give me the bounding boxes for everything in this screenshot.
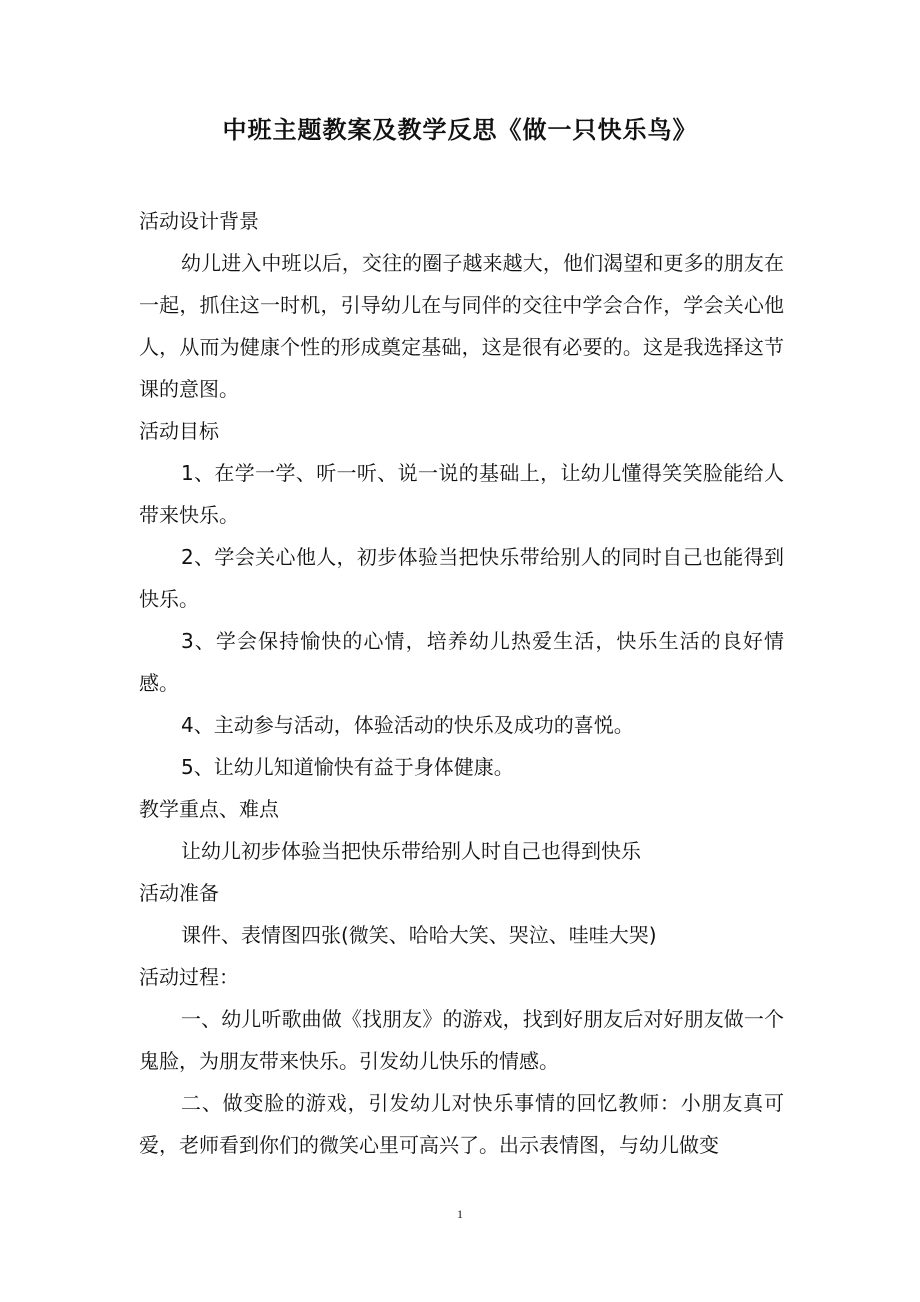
paragraph: 4、主动参与活动，体验活动的快乐及成功的喜悦。 — [181, 713, 634, 737]
paragraph: 让幼儿初步体验当把快乐带给别人时自己也得到快乐 — [181, 839, 641, 863]
section-heading: 活动目标 — [139, 419, 219, 443]
section-heading: 活动过程： — [139, 965, 239, 989]
section-heading: 活动设计背景 — [139, 209, 259, 233]
page-number: 1 — [457, 1207, 463, 1221]
paragraph: 二、做变脸的游戏，引发幼儿对快乐事情的回忆教师：小朋友真可爱，老师看到你们的微笑心里可高兴了。出示表情图，与幼儿做变 — [139, 1091, 784, 1157]
document-title: 中班主题教案及教学反思《做一只快乐鸟》 — [222, 116, 698, 144]
paragraph: 课件、表情图四张(微笑、哈哈大笑、哭泣、哇哇大哭) — [181, 923, 657, 947]
document-body — [139, 200, 784, 1166]
section-heading: 教学重点、难点 — [139, 797, 279, 821]
paragraph: 5、让幼儿知道愉快有益于身体健康。 — [181, 755, 514, 779]
section-heading: 活动准备 — [139, 881, 219, 905]
paragraph: 3、学会保持愉快的心情，培养幼儿热爱生活，快乐生活的良好情感。 — [139, 629, 784, 695]
paragraph: 2、学会关心他人，初步体验当把快乐带给别人的同时自己也能得到快乐。 — [139, 545, 784, 611]
paragraph: 幼儿进入中班以后，交往的圈子越来越大，他们渴望和更多的朋友在一起，抓住这一时机，引导幼儿在与同伴的交往中学会合作，学会关心他人，从而为健康个性的形成奠定基础，这是很有必要的。这是我选择这节课的意图。 — [139, 251, 784, 401]
paragraph: 1、在学一学、听一听、说一说的基础上，让幼儿懂得笑笑脸能给人带来快乐。 — [139, 461, 784, 527]
paragraph: 一、幼儿听歌曲做《找朋友》的游戏，找到好朋友后对好朋友做一个鬼脸，为朋友带来快乐。引发幼儿快乐的情感。 — [139, 1007, 784, 1073]
